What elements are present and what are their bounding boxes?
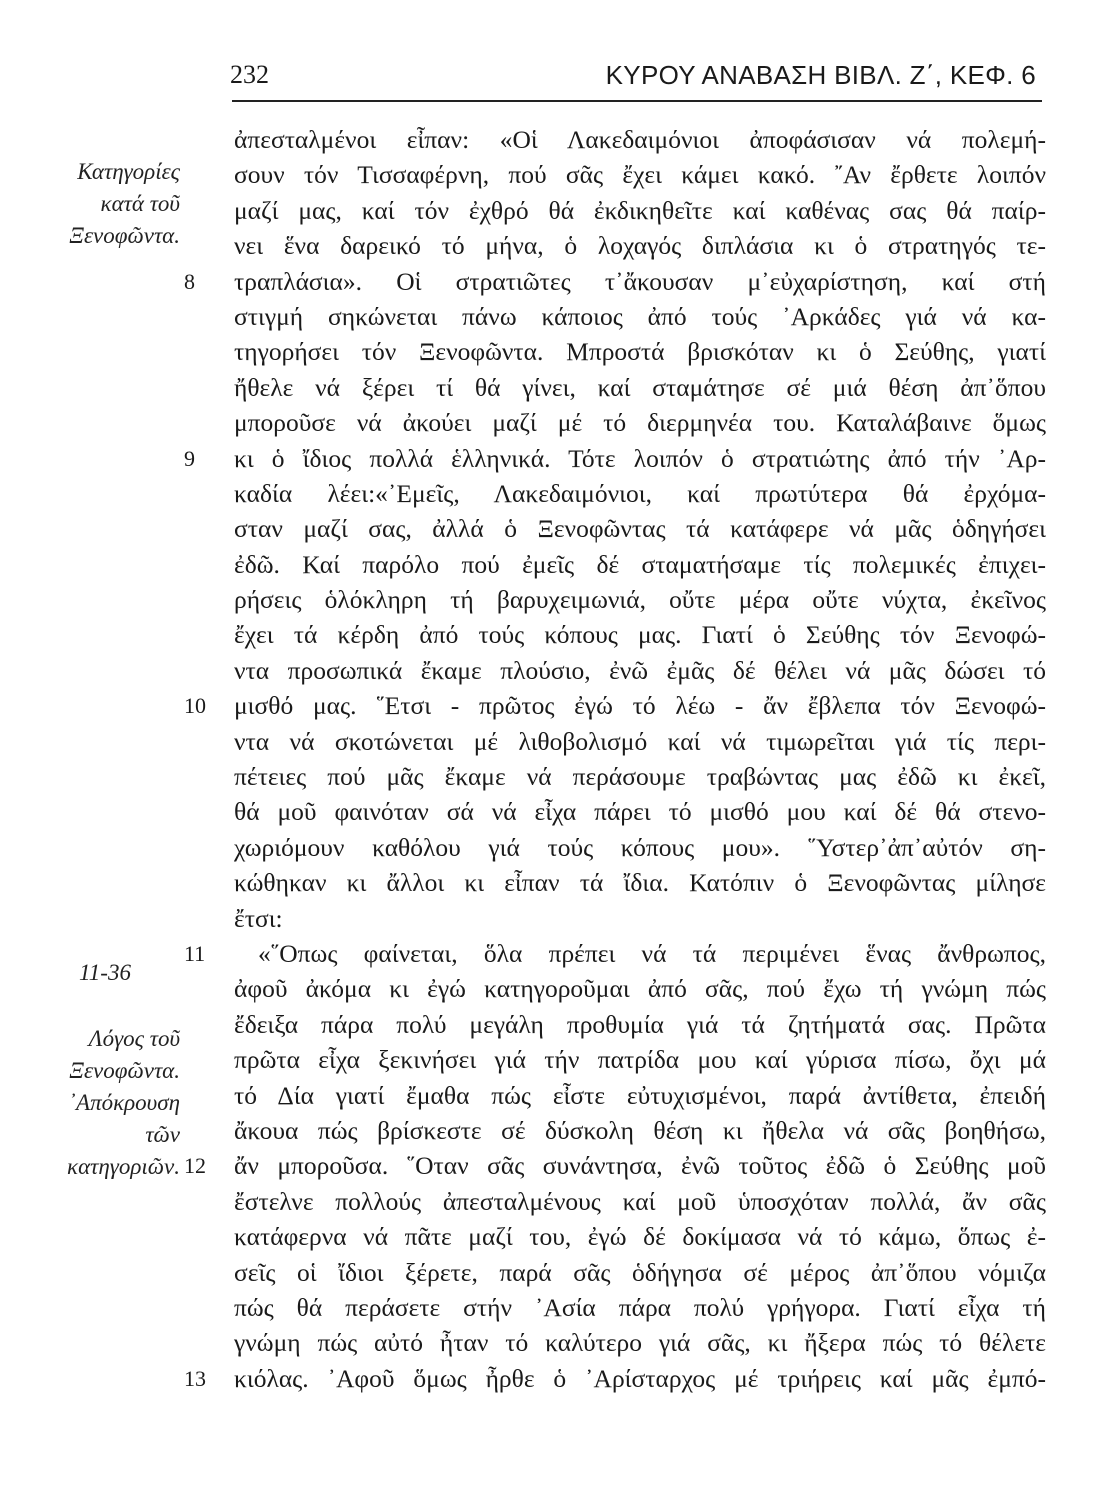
text-line [234, 1113, 1046, 1148]
line-number: 12 [184, 1153, 206, 1179]
text-line [234, 1007, 1046, 1042]
text-line [234, 299, 1046, 334]
text-line [234, 865, 1046, 900]
text-line [234, 228, 1046, 263]
text-line [234, 582, 1046, 617]
line-text: ντα νά σκοτώνεται μέ λιθοβολισμό καί νά τιμωρεῖται γιά τίς περι- [234, 726, 1046, 756]
running-title: ΚΥΡΟΥ ΑΝΑΒΑΣΗ ΒΙΒΛ. Ζ΄, ΚΕΦ. 6 [605, 60, 1036, 90]
line-text: ἐδῶ. Καί παρόλο πού ἐμεῖς δέ σταματήσαμε τίς πολεμικές ἐπιχει- [234, 549, 1046, 579]
text-line [234, 1219, 1046, 1254]
line-text: μισθό μας. ῞Ετσι - πρῶτος ἐγώ τό λέω - ἄν ἔβλεπα τόν Ξενοφώ- [234, 691, 1046, 721]
line-number: 11 [184, 940, 206, 966]
text-line [234, 724, 1046, 759]
line-text: ἔτσι: [234, 903, 283, 933]
text-line [234, 830, 1046, 865]
line-text: χωριόμουν καθόλου γιά τούς κόπους μου». ῞Υστερ᾿ἀπ᾿αὐτόν ση- [234, 832, 1046, 862]
margin-note-ref: 11-36 [79, 960, 131, 985]
line-text: ἀπεσταλμένοι εἶπαν: «Οἱ Λακεδαιμόνιοι ἀποφάσισαν νά πολεμή- [234, 125, 1046, 154]
line-text: κώθηκαν κι ἄλλοι κι εἶπαν τά ἴδια. Κατόπιν ὁ Ξενοφῶντας μίλησε [234, 868, 1046, 898]
text-line [234, 971, 1046, 1006]
text-line [234, 653, 1046, 688]
line-number: 10 [184, 693, 206, 719]
text-line [234, 511, 1046, 546]
page-header [230, 58, 1042, 92]
line-number: 13 [184, 1365, 206, 1391]
header-rule [232, 100, 1042, 102]
margin-note-text: Λόγος τοῦ Ξενοφῶντα. ᾿Απόκρουση τῶν κατηγοριῶν. [67, 1026, 180, 1179]
line-text: στιγμή σηκώνεται πάνω κάποιος ἀπό τούς ᾿Αρκάδες γιά νά κα- [234, 301, 1046, 331]
line-text: τηγορήσει τόν Ξενοφῶντα. Μπροστά βρισκόταν κι ὁ Σεύθης, γιατί [234, 337, 1046, 367]
line-number: 8 [184, 268, 195, 294]
page-number: 232 [230, 60, 269, 89]
line-text: σουν τόν Τισσαφέρνη, πού σᾶς ἔχει κάμει κακό. ῎Αν ἔρθετε λοιπόν [234, 160, 1046, 190]
text-line [234, 1184, 1046, 1219]
margin-note [20, 925, 180, 1183]
line-text: πρῶτα εἶχα ξεκινήσει γιά τήν πατρίδα μου καί γύρισα πίσω, ὄχι μά [234, 1045, 1046, 1075]
text-line [234, 1325, 1046, 1360]
text-line [234, 122, 1046, 157]
text-line [234, 370, 1046, 405]
text-line [234, 334, 1046, 369]
text-line [234, 193, 1046, 228]
text-line [184, 688, 1046, 723]
line-text: ἔστελνε πολλούς ἀπεσταλμένους καί μοῦ ὑποσχόταν πολλά, ἄν σᾶς [234, 1186, 1046, 1216]
line-text: σεῖς οἱ ἴδιοι ξέρετε, παρά σᾶς ὁδήγησα σέ μέρος ἀπ᾿ὅπου νόμιζα [234, 1257, 1046, 1287]
text-line [234, 617, 1046, 652]
line-number: 9 [184, 445, 195, 471]
line-text: «῞Οπως φαίνεται, ὅλα πρέπει νά τά περιμένει ἕνας ἄνθρωπος, [258, 938, 1046, 968]
text-line [184, 441, 1046, 476]
text-line [234, 901, 1046, 936]
text-line [184, 1361, 1046, 1396]
margin-note [20, 124, 180, 252]
line-text: μποροῦσε νά ἀκούει μαζί μέ τό διερμηνέα του. Καταλάβαινε ὅμως [234, 408, 1046, 438]
line-text: σταν μαζί σας, ἀλλά ὁ Ξενοφῶντας τά κατάφερε νά μᾶς ὁδηγήσει [234, 514, 1046, 544]
margin-note-text: Κατηγορίες κατά τοῦ Ξενοφῶντα. [69, 159, 180, 248]
line-text: τραπλάσια». Οἱ στρατιῶτες τ᾿ἄκουσαν μ᾿εὐχαρίστηση, καί στή [234, 266, 1046, 296]
text-line [234, 1042, 1046, 1077]
text-line [234, 794, 1046, 829]
text-line [234, 547, 1046, 582]
line-text: κατάφερνα νά πᾶτε μαζί του, ἐγώ δέ δοκίμασα νά τό κάμω, ὅπως ἐ- [234, 1222, 1046, 1252]
line-text: ἤθελε νά ξέρει τί θά γίνει, καί σταμάτησε σέ μιά θέση ἀπ᾿ὅπου [234, 372, 1046, 402]
text-line [184, 936, 1046, 971]
text-line [234, 157, 1046, 192]
line-text: ἄκουα πώς βρίσκεστε σέ δύσκολη θέση κι ἤθελα νά σᾶς βοηθήσω, [234, 1115, 1046, 1145]
text-line [184, 1148, 1046, 1183]
text-line [184, 264, 1046, 299]
line-text: ρήσεις ὁλόκληρη τή βαρυχειμωνιά, οὔτε μέρα οὔτε νύχτα, ἐκεῖνος [234, 585, 1046, 615]
line-text: ἔδειξα πάρα πολύ μεγάλη προθυμία γιά τά ζητήματά σας. Πρῶτα [234, 1009, 1046, 1039]
line-text: πέτειες πού μᾶς ἔκαμε νά περάσουμε τραβώντας μας ἐδῶ κι ἐκεῖ, [234, 762, 1046, 792]
line-text: πώς θά περάσετε στήν ᾿Ασία πάρα πολύ γρήγορα. Γιατί εἶχα τή [234, 1292, 1046, 1322]
line-text: ἔχει τά κέρδη ἀπό τούς κόπους μας. Γιατί ὁ Σεύθης τόν Ξενοφώ- [234, 620, 1046, 650]
line-text: νει ἕνα δαρεικό τό μήνα, ὁ λοχαγός διπλάσια κι ὁ στρατηγός τε- [234, 231, 1046, 261]
text-line [234, 1255, 1046, 1290]
text-line [234, 405, 1046, 440]
text-line [234, 1290, 1046, 1325]
line-text: ντα προσωπικά ἔκαμε πλούσιο, ἐνῶ ἐμᾶς δέ θέλει νά μᾶς δώσει τό [234, 655, 1046, 685]
line-text: κι ὁ ἴδιος πολλά ἑλληνικά. Τότε λοιπόν ὁ στρατιώτης ἀπό τήν ᾿Αρ- [234, 443, 1046, 473]
line-text: κιόλας. ᾿Αφοῦ ὅμως ἦρθε ὁ ᾿Αρίσταρχος μέ τριήρεις καί μᾶς ἐμπό- [234, 1363, 1046, 1393]
line-text: τό Δία γιατί ἔμαθα πώς εἶστε εὐτυχισμένοι, παρά ἀντίθετα, ἐπειδή [234, 1080, 1046, 1110]
text-line [234, 476, 1046, 511]
text-line [234, 759, 1046, 794]
text-line [234, 1078, 1046, 1113]
line-text: θά μοῦ φαινόταν σά νά εἶχα πάρει τό μισθό μου καί δέ θά στενο- [234, 797, 1046, 827]
line-text: καδία λέει:«᾿Εμεῖς, Λακεδαιμόνιοι, καί πρωτύτερα θά ἐρχόμα- [234, 478, 1046, 508]
line-text: ἀφοῦ ἀκόμα κι ἐγώ κατηγοροῦμαι ἀπό σᾶς, πού ἔχω τή γνώμη πώς [234, 974, 1046, 1004]
main-text [184, 122, 1046, 1396]
line-text: γνώμη πώς αὐτό ἦταν τό καλύτερο γιά σᾶς, κι ἤξερα πώς τό θέλετε [234, 1328, 1046, 1358]
line-text: ἄν μποροῦσα. ῞Οταν σᾶς συνάντησα, ἐνῶ τοῦτος ἐδῶ ὁ Σεύθης μοῦ [234, 1151, 1046, 1181]
line-text: μαζί μας, καί τόν ἐχθρό θά ἐκδικηθεῖτε καί καθένας σας θά παίρ- [234, 195, 1046, 225]
